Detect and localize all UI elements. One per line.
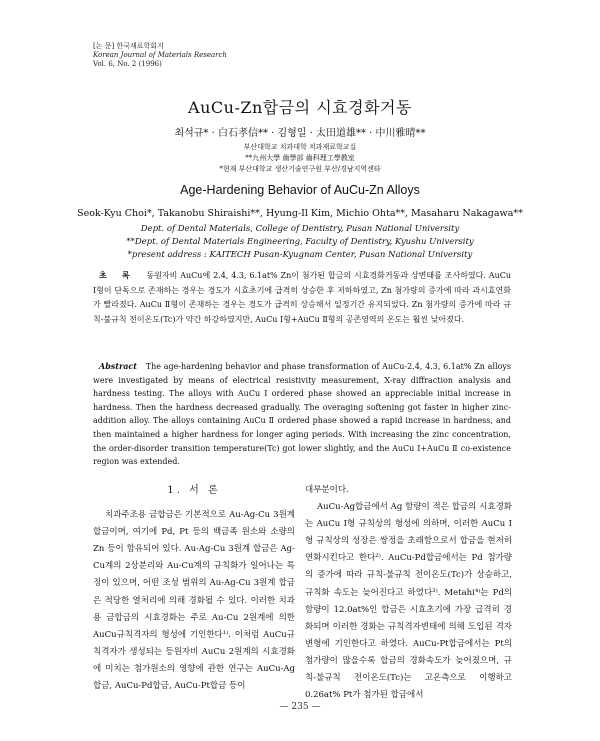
korean-affiliation-1: 부산대학교 치과대학 치과재료학교실 xyxy=(243,143,357,151)
introduction-continuation: 대부분이다. xyxy=(305,485,349,495)
english-affiliation-1: Dept. of Dental Materials, College of Dentistry, Pusan National University xyxy=(140,224,460,234)
english-abstract xyxy=(93,360,511,469)
journal-volume: Vol. 6, No. 2 (1996) xyxy=(93,60,162,68)
korean-title: AuCu-Zn합금의 시효경화거동 xyxy=(188,98,412,117)
section-heading-introduction: 1. 서 론 xyxy=(167,485,221,496)
korean-affiliation-2: **九州大學 齒學部 齒科理工學教室 xyxy=(245,154,355,162)
journal-header xyxy=(93,42,353,69)
journal-korean-name: [논 문] 한국재료학회지 xyxy=(93,42,164,50)
english-authors: Seok-Kyu Choi*, Takanobu Shiraishi**, Hyung-Il Kim, Michio Ohta**, Masaharu Nakagawa** xyxy=(77,208,523,219)
korean-abstract-body: 동원자비 AuCu에 2.4, 4.3, 6.1at% Zn이 첨가된 합금의 시효경화거동과 상변태를 조사하였다. AuCu I형이 단독으로 존재하는 경우는 경도가 시효초기에 급격히 상승한 후 저하하였고, Zn 첨가량의 증가에 따라 과시효연화가 빨라졌다. AuCu Ⅱ형이 존재하는 경우는 경도가 급격히 상승해서 일정기간 유지되었다. Zn 첨가량의 증가에 따라 규칙-불규칙 전이온도(Tc)가 약간 하강하였지만, AuCu I형+AuCu Ⅱ형의 공존영역의 온도는 훨씬 낮아졌다. xyxy=(93,271,511,324)
journal-english-name: Korean Journal of Materials Research xyxy=(93,51,227,59)
body-left-column xyxy=(93,482,295,695)
english-affiliations xyxy=(0,223,600,262)
english-title: Age-Hardening Behavior of AuCu-Zn Alloys xyxy=(180,183,420,197)
english-abstract-body: The age-hardening behavior and phase transformation of AuCu-2.4, 4.3, 6.1at% Zn alloys were investigated by means of electrical resistivity measurement, X-ray diffraction analysis and hardness testing. The alloys with AuCu I ordered phase showed an appreciable initial increase in hardness. Then the hardness decreased gradually. The overaging softening got faster in higher zinc-addition alloy. The alloys containing AuCu Ⅱ ordered phase showed a rapid increase in hardness, and then maintained a higher hardness for longer aging periods. With increasing the zinc concentration, the order-disorder transition temperature(Tc) got lower slightly, and the AuCu I+AuCu Ⅱ co-existence region was extended. xyxy=(93,362,511,467)
english-abstract-heading: Abstract xyxy=(99,361,137,371)
introduction-paragraph-1: 치과주조용 금합금은 기본적으로 Au-Ag-Cu 3원계 합금이며, 여기에 Pd, Pt 등의 백금족 원소와 소량의 Zn 등이 함유되어 있다. Au-Ag-Cu 3원계 합금은 Ag-Cu계의 2상분리와 Au-Cu계의 규칙화가 일어나는 특징이 있으며, 어떤 조성 범위의 Au-Ag-Cu 3원계 합금은 적당한 열처리에 의해 경화될 수 있다. 이러한 치과용 금합금의 시효경화는 주로 Au-Cu 2원계에 의한 AuCu규칙격자의 형성에 기인한다¹⁾. 이처럼 AuCu규칙격자가 생성되는 등원자비 AuCu 2원계의 시효경화에 미치는 첨가원소의 영향에 관한 연구는 AuCu-Ag합금, AuCu-Pd합금, AuCu-Pt합금 등이 xyxy=(93,510,295,692)
english-affiliation-2: **Dept. of Dental Materials Engineering, Faculty of Dentistry, Kyushu University xyxy=(126,237,474,247)
korean-authors: 최석규* · 白石孝信** · 김형일 · 太田道雄** · 中川雅晴** xyxy=(174,128,426,139)
korean-abstract xyxy=(93,268,511,327)
korean-abstract-heading: 초 록 xyxy=(99,270,136,280)
korean-affiliations xyxy=(0,142,600,175)
page-number: — 235 — xyxy=(279,702,321,712)
body-right-column xyxy=(305,482,512,704)
korean-affiliation-3: *현재 부산대학교 생산기술연구원 부산/경남지역센타 xyxy=(219,165,381,173)
introduction-paragraph-2: AuCu-Ag합금에서 Ag 함량이 적은 합금의 시효경화는 AuCu I형 규칙상의 형성에 의하며, 이러한 AuCu I형 규칙상의 성장은 쌍정을 초래함으로서 합금을 현저히 연화시킨다고 한다²⁾. AuCu-Pd합금에서는 Pd 첨가량의 증가에 따라 규칙-불규칙 전이온도(Tc)가 상승하고, 규칙화 속도는 늦어진다고 하였다³⁾. Metahi⁴⁾는 Pd의 함량이 12.0at%인 합금은 시효초기에 가장 급격히 경화되며 이러한 경화는 규칙격자변태에 의해 도입된 격자변형에 기인한다고 하였다. AuCu-Pt합금에서는 Pt의 첨가량이 많을수록 합금의 경화속도가 늦어졌으며, 규칙-불규칙 전이온도(Tc)는 고온측으로 이행하고 0.26at% Pt가 첨가된 합금에서 xyxy=(305,502,512,701)
english-affiliation-3: *present address : KAITECH Pusan-Kyugnam Center, Pusan National University xyxy=(127,250,473,260)
